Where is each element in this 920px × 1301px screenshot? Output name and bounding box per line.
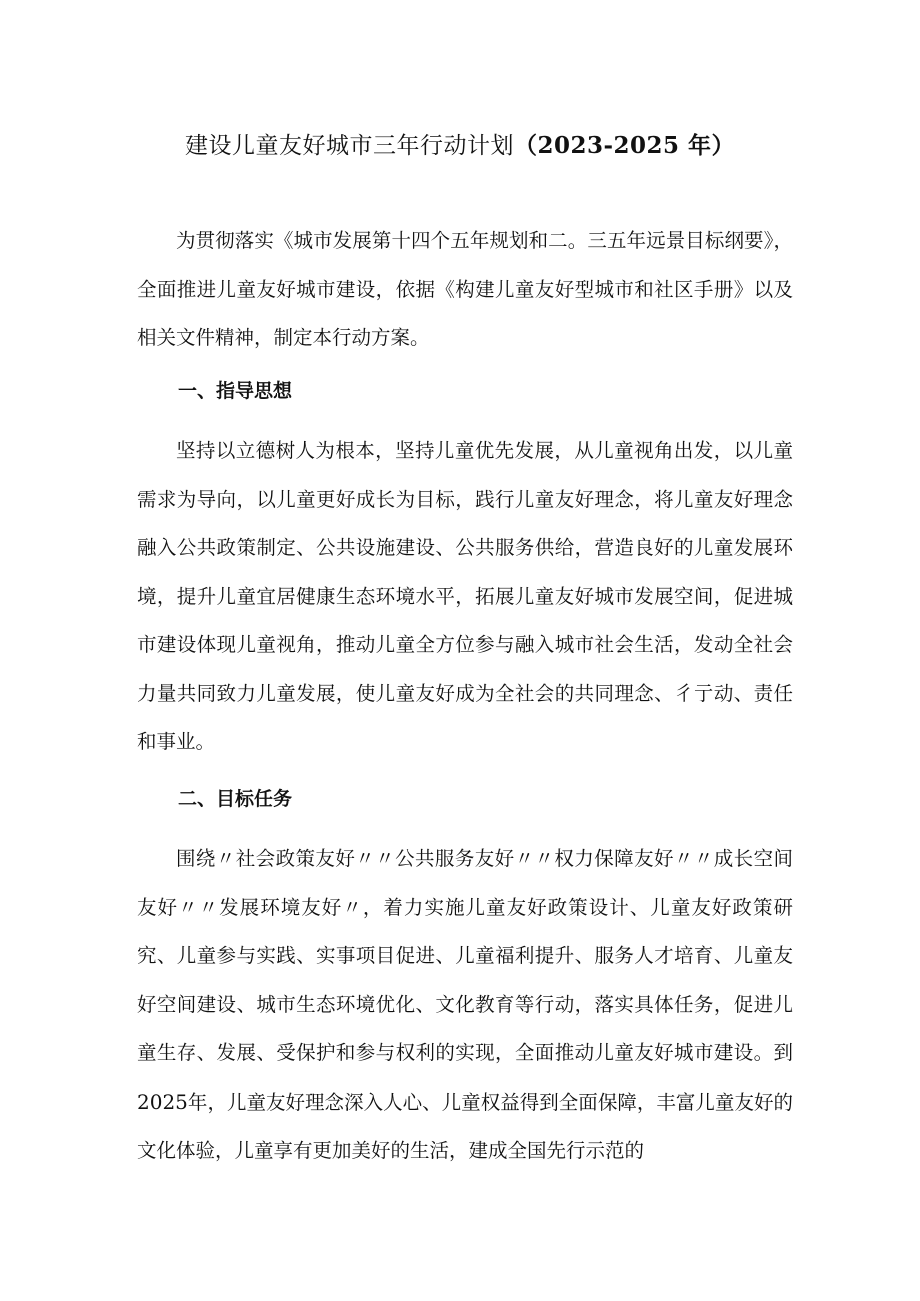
section-heading-goals: 二、目标任务: [178, 788, 293, 810]
document-title: [0, 128, 920, 164]
intro-paragraph: 为贯彻落实《城市发展第十四个五年规划和二。三五年远景目标纲要》，全面推进儿童友好城市建设，依据《构建儿童友好型城市和社区手册》以及相关文件精神，制定本行动方案。: [137, 229, 793, 349]
section-body-goals: [137, 835, 793, 1176]
goals-text-part1: 围绕〃社会政策友好〃〃公共服务友好〃〃权力保障友好〃〃成长空间友好〃〃发展环境友好〃，着力实施儿童友好政策设计、儿童友好政策研究、儿童参与实践、实事项目促进、儿童福利提升、服务人才培育、儿童友好空间建设、城市生态环境优化、文化教育等行动，落实具体任务，促进儿童生存、发展、受保护和参与权利的实现，全面推动儿童友好城市建设。到: [137, 847, 793, 1064]
section-body-guiding-thought: 坚持以立德树人为根本，坚持儿童优先发展，从儿童视角出发，以儿童需求为导向，以儿童更好成长为目标，践行儿童友好理念，将儿童友好理念融入公共政策制定、公共设施建设、公共服务供给，营造良好的儿童发展环境，提升儿童宜居健康生态环境水平，拓展儿童友好城市发展空间，促进城市建设体现儿童视角，推动儿童全方位参与融入城市社会生活，发动全社会力量共同致力儿童发展，使儿童友好成为全社会的共同理念、彳亍动、责任和事业。: [137, 439, 793, 753]
section-heading-guiding-thought: 一、指导思想: [178, 380, 293, 402]
goals-text-part2: 年，儿童友好理念深入人心、儿童权益得到全面保障，丰富儿童友好的文化体验，儿童享有更加美好的生活，建成全国先行示范的: [137, 1090, 793, 1162]
title-years: （2023-2025 年）: [513, 132, 736, 159]
goals-year: 2025: [137, 1089, 188, 1114]
title-text: 建设儿童友好城市三年行动计划: [184, 133, 514, 159]
